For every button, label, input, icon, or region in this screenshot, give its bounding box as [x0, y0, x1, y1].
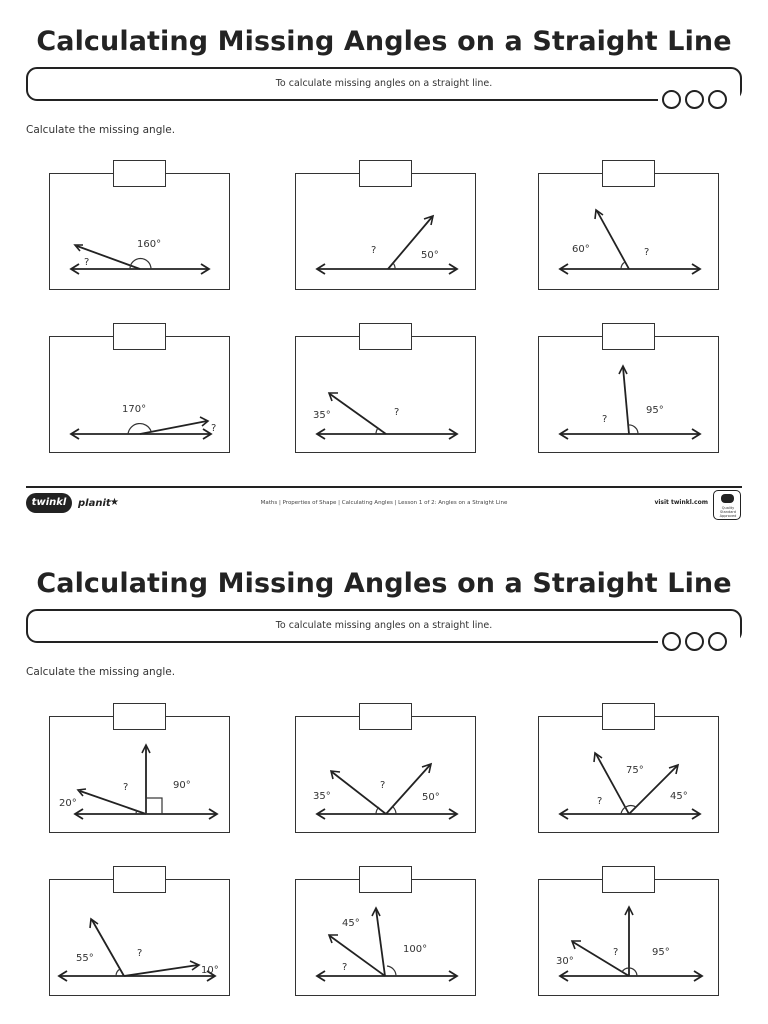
- angle-label: 45°: [342, 918, 360, 929]
- angle-label: 100°: [403, 944, 428, 955]
- angle-label: 50°: [421, 250, 439, 261]
- progress-dot-icon: [708, 632, 727, 651]
- progress-dot-icon: [685, 632, 704, 651]
- angle-label: ?: [342, 962, 348, 973]
- question-card: [49, 716, 230, 833]
- angle-diagram: [50, 337, 231, 454]
- angle-label: ?: [137, 948, 143, 959]
- objective-text: To calculate missing angles on a straight line.: [275, 78, 493, 89]
- angle-label: 95°: [652, 947, 670, 958]
- page-title: Calculating Missing Angles on a Straight Line: [36, 26, 732, 57]
- question-card: [295, 173, 476, 290]
- answer-box[interactable]: [602, 866, 655, 893]
- star-icon: ★: [110, 497, 119, 508]
- progress-dot-icon: [662, 632, 681, 651]
- angle-label: 45°: [670, 791, 688, 802]
- angle-label: 60°: [572, 244, 590, 255]
- angle-label: ?: [211, 423, 217, 434]
- answer-box[interactable]: [359, 866, 412, 893]
- question-card: [295, 336, 476, 453]
- angle-diagram: [539, 880, 720, 997]
- question-card: [295, 879, 476, 996]
- objective-text: To calculate missing angles on a straight line.: [275, 620, 493, 631]
- question-card: [49, 336, 230, 453]
- objective-bar: [26, 609, 742, 643]
- angle-label: 160°: [137, 239, 162, 250]
- progress-dots: [658, 631, 740, 653]
- angle-label: 95°: [646, 405, 664, 416]
- question-card: [295, 716, 476, 833]
- question-card: [538, 716, 719, 833]
- quality-badge-icon: Quality Standard Approved: [713, 490, 741, 520]
- answer-box[interactable]: [602, 703, 655, 730]
- angle-diagram: [539, 717, 720, 834]
- instruction: Calculate the missing angle.: [26, 124, 176, 136]
- angle-label: 50°: [422, 792, 440, 803]
- progress-dots: [658, 89, 740, 111]
- answer-box[interactable]: [602, 323, 655, 350]
- question-card: [538, 173, 719, 290]
- answer-box[interactable]: [602, 160, 655, 187]
- progress-dot-icon: [685, 90, 704, 109]
- angle-diagram: [539, 174, 720, 291]
- angle-label: ?: [597, 796, 603, 807]
- angle-label: 30°: [556, 956, 574, 967]
- answer-box[interactable]: [359, 703, 412, 730]
- angle-diagram: [296, 717, 477, 834]
- progress-dot-icon: [708, 90, 727, 109]
- footer-divider: [26, 486, 742, 488]
- angle-label: ?: [613, 947, 619, 958]
- answer-box[interactable]: [113, 160, 166, 187]
- visit-link[interactable]: visit twinkl.com: [654, 499, 708, 506]
- question-card: [538, 879, 719, 996]
- angle-label: 90°: [173, 780, 191, 791]
- angle-diagram: [539, 337, 720, 454]
- angle-label: ?: [84, 257, 90, 268]
- angle-diagram: [50, 174, 231, 291]
- angle-diagram: [50, 880, 231, 997]
- angle-label: ?: [602, 414, 608, 425]
- angle-label: 10°: [201, 965, 219, 976]
- instruction: Calculate the missing angle.: [26, 666, 176, 678]
- angle-diagram: [296, 337, 477, 454]
- planit-logo: planit: [78, 498, 111, 509]
- angle-label: 55°: [76, 953, 94, 964]
- objective-bar: [26, 67, 742, 101]
- angle-label: ?: [380, 780, 386, 791]
- angle-label: 35°: [313, 791, 331, 802]
- angle-label: ?: [371, 245, 377, 256]
- question-card: [49, 879, 230, 996]
- twinkl-logo: twinkl: [26, 493, 72, 513]
- answer-box[interactable]: [113, 866, 166, 893]
- question-card: [49, 173, 230, 290]
- answer-box[interactable]: [359, 160, 412, 187]
- answer-box[interactable]: [359, 323, 412, 350]
- angle-label: 75°: [626, 765, 644, 776]
- angle-label: ?: [644, 247, 650, 258]
- angle-label: 35°: [313, 410, 331, 421]
- angle-diagram: [296, 880, 477, 997]
- worksheet-page-2: [0, 542, 768, 1024]
- angle-diagram: [50, 717, 231, 834]
- angle-label: 170°: [122, 404, 147, 415]
- answer-box[interactable]: [113, 703, 166, 730]
- answer-box[interactable]: [113, 323, 166, 350]
- angle-diagram: [296, 174, 477, 291]
- angle-label: ?: [123, 782, 129, 793]
- breadcrumb: Maths | Properties of Shape | Calculating Angles | Lesson 1 of 2: Angles on a Straight Line: [260, 500, 508, 506]
- angle-label: ?: [394, 407, 400, 418]
- angle-label: 20°: [59, 798, 77, 809]
- question-card: [538, 336, 719, 453]
- progress-dot-icon: [662, 90, 681, 109]
- page-title: Calculating Missing Angles on a Straight Line: [36, 568, 732, 599]
